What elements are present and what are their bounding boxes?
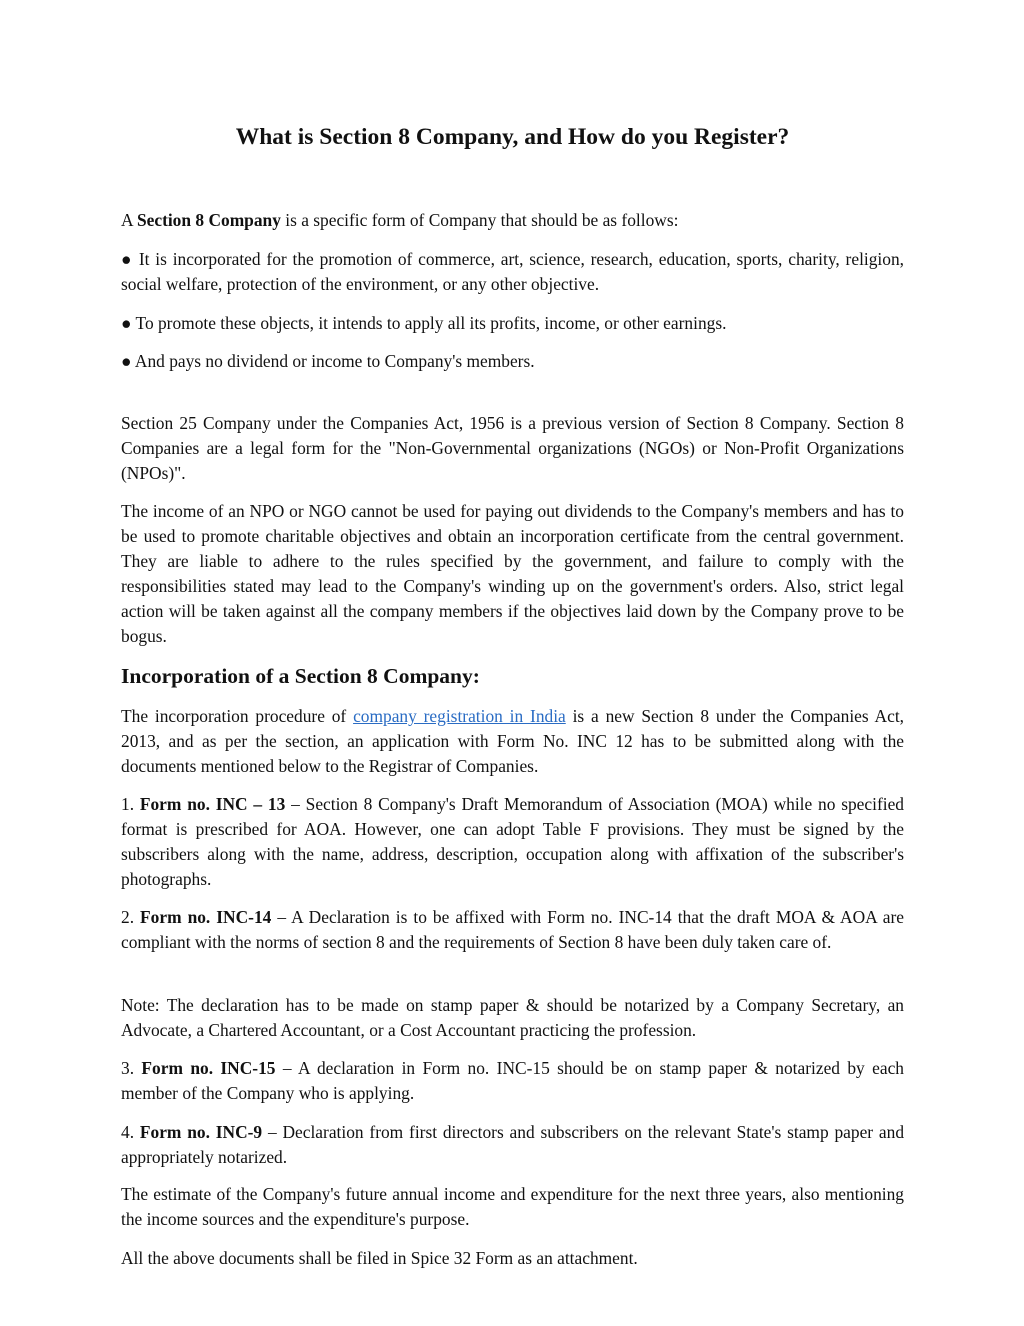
form-inc-13-item: 1. Form no. INC – 13 – Section 8 Company's Draft Memorandum of Association (MOA) while no specified format is prescribed for AOA. However, one can adopt Table F provisions. They must be signed by the subscribers along with the name, address, description, occupation along with affixation of the subscriber's photographs. (121, 794, 904, 889)
spice-paragraph: All the above documents shall be filed in Spice 32 Form as an attachment. (121, 1248, 638, 1268)
note-paragraph: Note: The declaration has to be made on stamp paper & should be notarized by a Company Secretary, an Advocate, a Chartered Accountant, or a Cost Accountant practicing the profession. (121, 995, 904, 1040)
form-inc-14-item: 2. Form no. INC-14 – A Declaration is to be affixed with Form no. INC-14 that the draft MOA & AOA are compliant with the norms of section 8 and the requirements of Section 8 have been duly taken care of. (121, 907, 904, 952)
intro-paragraph: A Section 8 Company is a specific form of Company that should be as follows: (121, 210, 679, 230)
bullet-item-2: ● To promote these objects, it intends to apply all its profits, income, or other earnings. (121, 313, 727, 333)
estimate-paragraph: The estimate of the Company's future annual income and expenditure for the next three years, also mentioning the income sources and the expenditure's purpose. (121, 1184, 904, 1229)
bullet-item-3: ● And pays no dividend or income to Company's members. (121, 351, 535, 371)
company-registration-link[interactable]: company registration in India (353, 706, 566, 726)
procedure-paragraph: The incorporation procedure of company registration in India is a new Section 8 under the Companies Act, 2013, and as per the section, an application with Form No. INC 12 has to be submitted along with the documents mentioned below to the Registrar of Companies. (121, 706, 904, 776)
intro-bold-term: Section 8 Company (136, 210, 281, 230)
income-paragraph: The income of an NPO or NGO cannot be used for paying out dividends to the Company's members and has to be used to promote charitable objectives and obtain an incorporation certificate from the central government. They are liable to adhere to the rules specified by the government, and failure to comply with the responsibilities stated may lead to the Company's winding up on the government's orders. Also, strict legal action will be taken against all the company members if the objectives laid down by the Company prove to be bogus. (121, 501, 904, 646)
incorporation-heading: Incorporation of a Section 8 Company: (121, 664, 480, 688)
form-inc-15-item: 3. Form no. INC-15 – A declaration in Form no. INC-15 should be on stamp paper & notarized by each member of the Company who is applying. (121, 1058, 904, 1103)
form-inc-9-item: 4. Form no. INC-9 – Declaration from first directors and subscribers on the relevant State's stamp paper and appropriately notarized. (121, 1122, 905, 1167)
document-title: What is Section 8 Company, and How do you Register? (235, 124, 790, 150)
bullet-item-1: ● It is incorporated for the promotion of commerce, art, science, research, education, sports, charity, religion, social welfare, protection of the environment, or any other objective. (121, 249, 904, 294)
history-paragraph: Section 25 Company under the Companies Act, 1956 is a previous version of Section 8 Company. Section 8 Companies are a legal form for the "Non-Governmental organizations (NGOs) or Non-Profit Organizations (NPOs)". (121, 413, 904, 483)
